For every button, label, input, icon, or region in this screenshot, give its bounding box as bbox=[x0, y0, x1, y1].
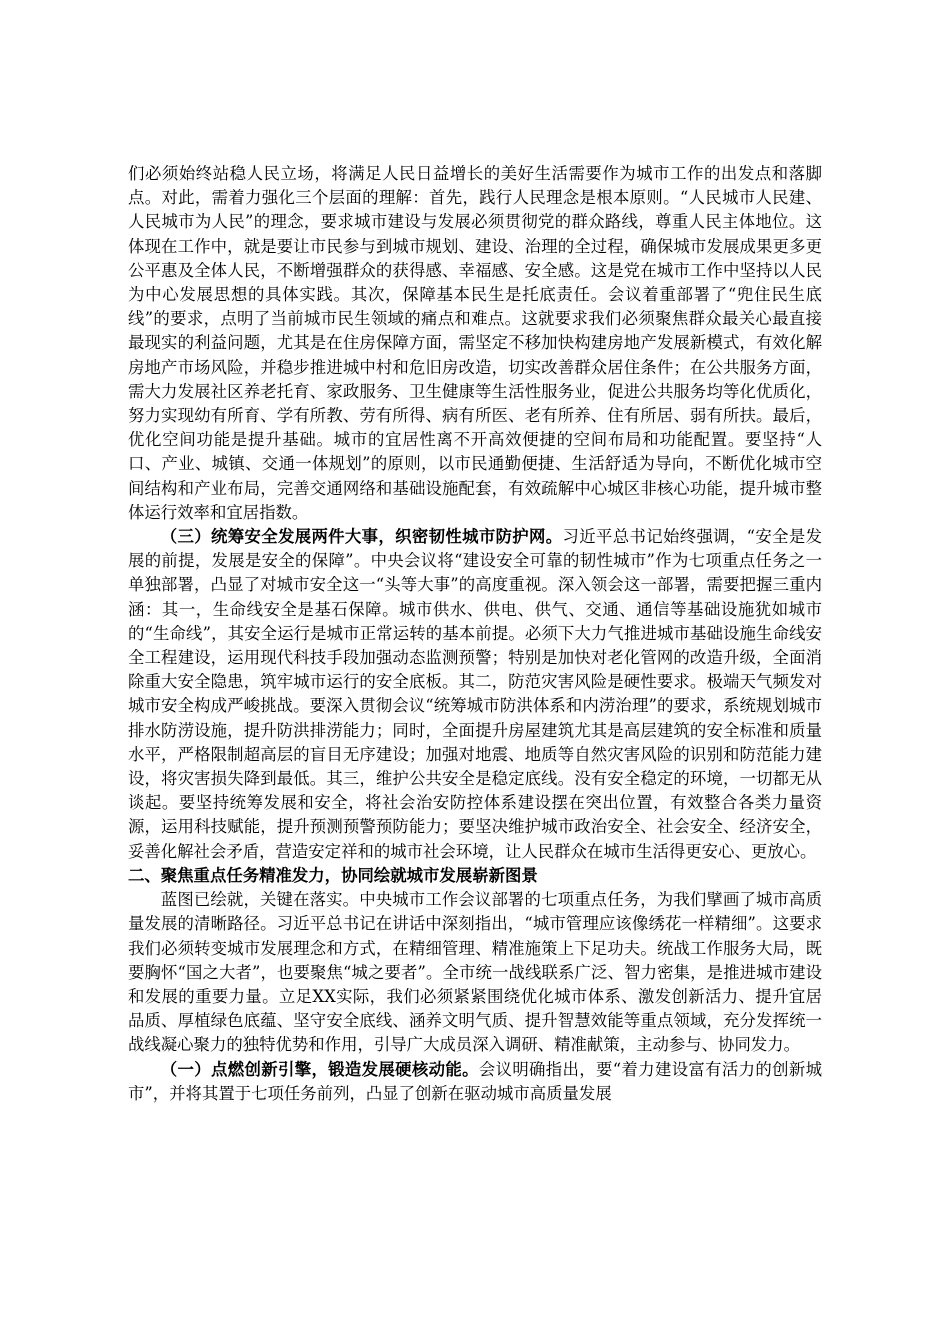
paragraph-blueprint: 蓝图已绘就，关键在落实。中央城市工作会议部署的七项重点任务，为我们擘画了城市高质量发展的清晰路径。习近平总书记在讲话中深刻指出，“城市管理应该像绣花一样精细”。这要求我们必须转变城市发展理念和方式，在精细管理、精准施策上下足功夫。统战工作服务大局，既要胸怀“国之大者”，也要聚焦“城之要者”。全市统一战线联系广泛、智力密集，是推进城市建设和发展的重要力量。立足XX实际，我们必须紧紧围绕优化城市体系、激发创新活力、提升宜居品质、厚植绿色底蕴、坚守安全底线、涵养文明气质、提升智慧效能等重点领域，充分发挥统一战线凝心聚力的独特优势和作用，引导广大成员深入调研、精准献策，主动参与、协同发力。 bbox=[128, 890, 822, 1055]
section-lead-innovation: （一）点燃创新引擎，锻造发展硬核动能。 bbox=[160, 1059, 479, 1079]
paragraph-innovation-body: 会议明确指出，要“着力建设富有活力的创新城市”，并将其置于七项任务前列，凸显了创新在驱动城市高质量发展 bbox=[128, 1059, 822, 1103]
section-lead-safety: （三）统筹安全发展两件大事，织密韧性城市防护网。 bbox=[160, 527, 563, 547]
paragraph-safety-body: 习近平总书记始终强调，“安全是发展的前提，发展是安全的保障”。中央会议将“建设安全可靠的韧性城市”作为七项重点任务之一单独部署，凸显了对城市安全这一“头等大事”的高度重视。深入领会这一部署，需要把握三重内涵：其一，生命线安全是基石保障。城市供水、供电、供气、交通、通信等基础设施犹如城市的“生命线”，其安全运行是城市正常运转的基本前提。必须下大力气推进城市基础设施生命线安全工程建设，运用现代科技手段加强动态监测预警；特别是加快对老化管网的改造升级，全面消除重大安全隐患，筑牢城市运行的安全底板。其二，防范灾害风险是硬性要求。极端天气频发对城市安全构成严峻挑战。要深入贯彻会议“统筹城市防洪体系和内涝治理”的要求，系统规划城市排水防涝设施，提升防洪排涝能力；同时，全面提升房屋建筑尤其是高层建筑的安全标准和质量水平，严格限制超高层的盲目无序建设；加强对地震、地质等自然灾害风险的识别和防范能力建设，将灾害损失降到最低。其三，维护公共安全是稳定底线。没有安全稳定的环境，一切都无从谈起。要坚持统筹发展和安全，将社会治安防控体系建设摆在突出位置，有效整合各类力量资源，运用科技赋能，提升预测预警预防能力；要坚决维护城市政治安全、社会安全、经济安全，妥善化解社会矛盾，营造安定祥和的城市社会环境，让人民群众在城市生活得更安心、更放心。 bbox=[128, 527, 822, 861]
paragraph-people-city: 们必须始终站稳人民立场，将满足人民日益增长的美好生活需要作为城市工作的出发点和落脚点。对此，需着力强化三个层面的理解：首先，践行人民理念是根本原则。“人民城市人民建、人民城市为人民”的理念，要求城市建设与发展必须贯彻党的群众路线，尊重人民主体地位。这体现在工作中，就是要让市民参与到城市规划、建设、治理的全过程，确保城市发展成果更多更公平惠及全体人民，不断增强群众的获得感、幸福感、安全感。这是党在城市工作中坚持以人民为中心发展思想的具体实践。其次，保障基本民生是托底责任。会议着重部署了“兜住民生底线”的要求，点明了当前城市民生领域的痛点和难点。这就要求我们必须聚焦群众最关心最直接最现实的利益问题，尤其是在住房保障方面，需坚定不移加快构建房地产发展新模式，有效化解房地产市场风险，并稳步推进城中村和危旧房改造，切实改善群众居住条件；在公共服务方面，需大力发展社区养老托育、家政服务、卫生健康等生活性服务业，促进公共服务均等化优质化，努力实现幼有所育、学有所教、劳有所得、病有所医、老有所养、住有所居、弱有所扶。最后，优化空间功能是提升基础。城市的宜居性离不开高效便捷的空间布局和功能配置。要坚持“人口、产业、城镇、交通一体规划”的原则，以市民通勤便捷、生活舒适为导向，不断优化城市空间结构和产业布局，完善交通网络和基础设施配套，有效疏解中心城区非核心功能，提升城市整体运行效率和宜居指数。 bbox=[128, 164, 822, 522]
paragraph-innovation bbox=[128, 1058, 822, 1106]
document-body bbox=[128, 162, 822, 1106]
paragraph-safety-development bbox=[128, 525, 822, 864]
section-heading-two: 二、聚焦重点任务精准发力，协同绘就城市发展崭新图景 bbox=[128, 865, 538, 885]
